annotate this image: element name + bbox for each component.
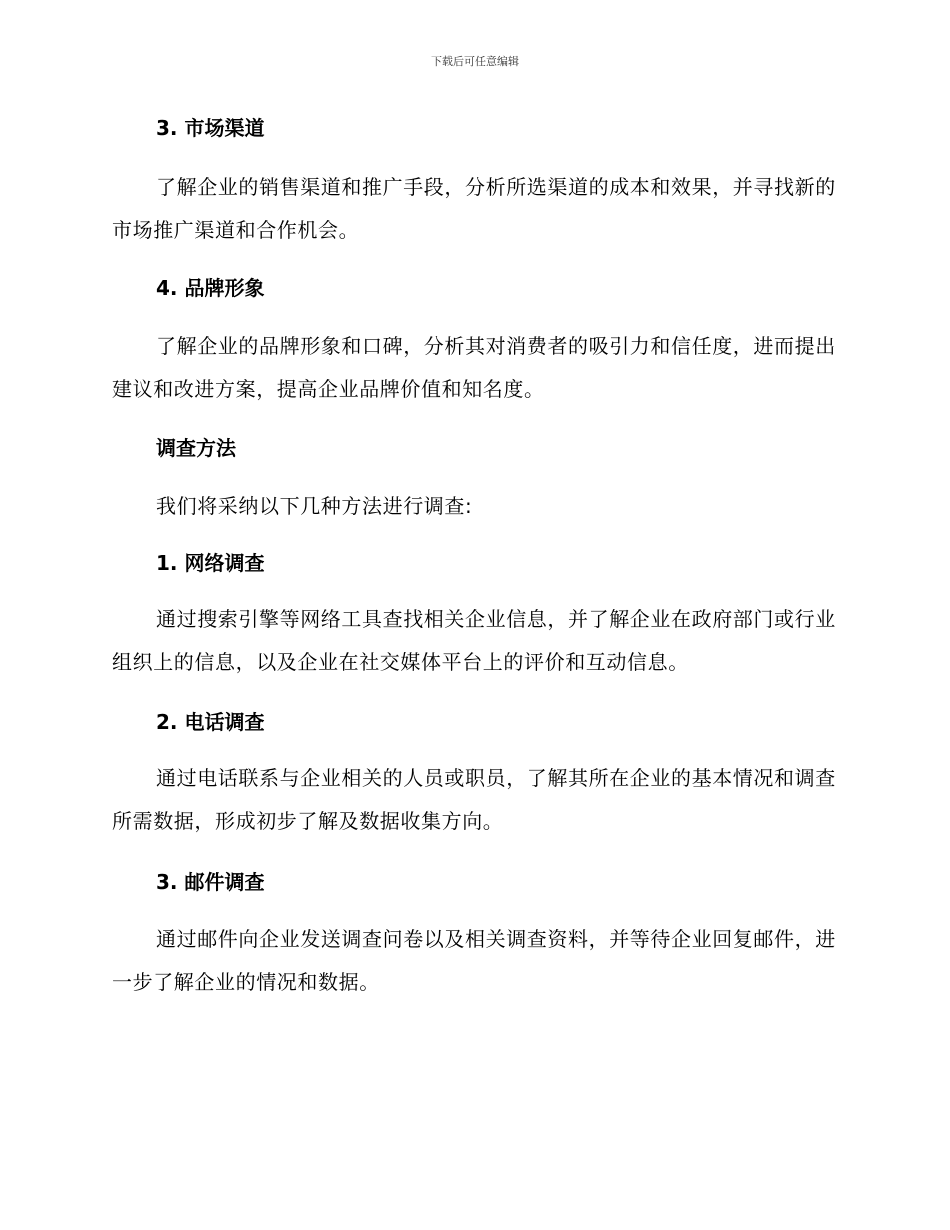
heading-survey-methods: 调查方法 bbox=[156, 436, 236, 460]
heading-market-channels: 3. 市场渠道 bbox=[156, 116, 265, 140]
paragraph-market-channels: 了解企业的销售渠道和推广手段，分析所选渠道的成本和效果，并寻找新的市场推广渠道和合作机会。 bbox=[112, 175, 836, 242]
heading-online-survey: 1. 网络调查 bbox=[156, 551, 265, 575]
page-header: 下载后可任意编辑 bbox=[431, 55, 519, 68]
paragraph-phone-survey: 通过电话联系与企业相关的人员或职员，了解其所在企业的基本情况和调查所需数据，形成初步了解及数据收集方向。 bbox=[112, 766, 836, 833]
paragraph-online-survey: 通过搜索引擎等网络工具查找相关企业信息，并了解企业在政府部门或行业组织上的信息，以及企业在社交媒体平台上的评价和互动信息。 bbox=[112, 607, 836, 674]
paragraph-survey-intro: 我们将采纳以下几种方法进行调查: bbox=[156, 494, 473, 518]
paragraph-brand-image: 了解企业的品牌形象和口碑，分析其对消费者的吸引力和信任度，进而提出建议和改进方案，提高企业品牌价值和知名度。 bbox=[112, 334, 836, 401]
heading-phone-survey: 2. 电话调查 bbox=[156, 710, 265, 734]
heading-mail-survey: 3. 邮件调查 bbox=[156, 870, 265, 894]
heading-brand-image: 4. 品牌形象 bbox=[156, 276, 265, 300]
paragraph-mail-survey: 通过邮件向企业发送调查问卷以及相关调查资料，并等待企业回复邮件，进一步了解企业的情况和数据。 bbox=[112, 927, 836, 994]
